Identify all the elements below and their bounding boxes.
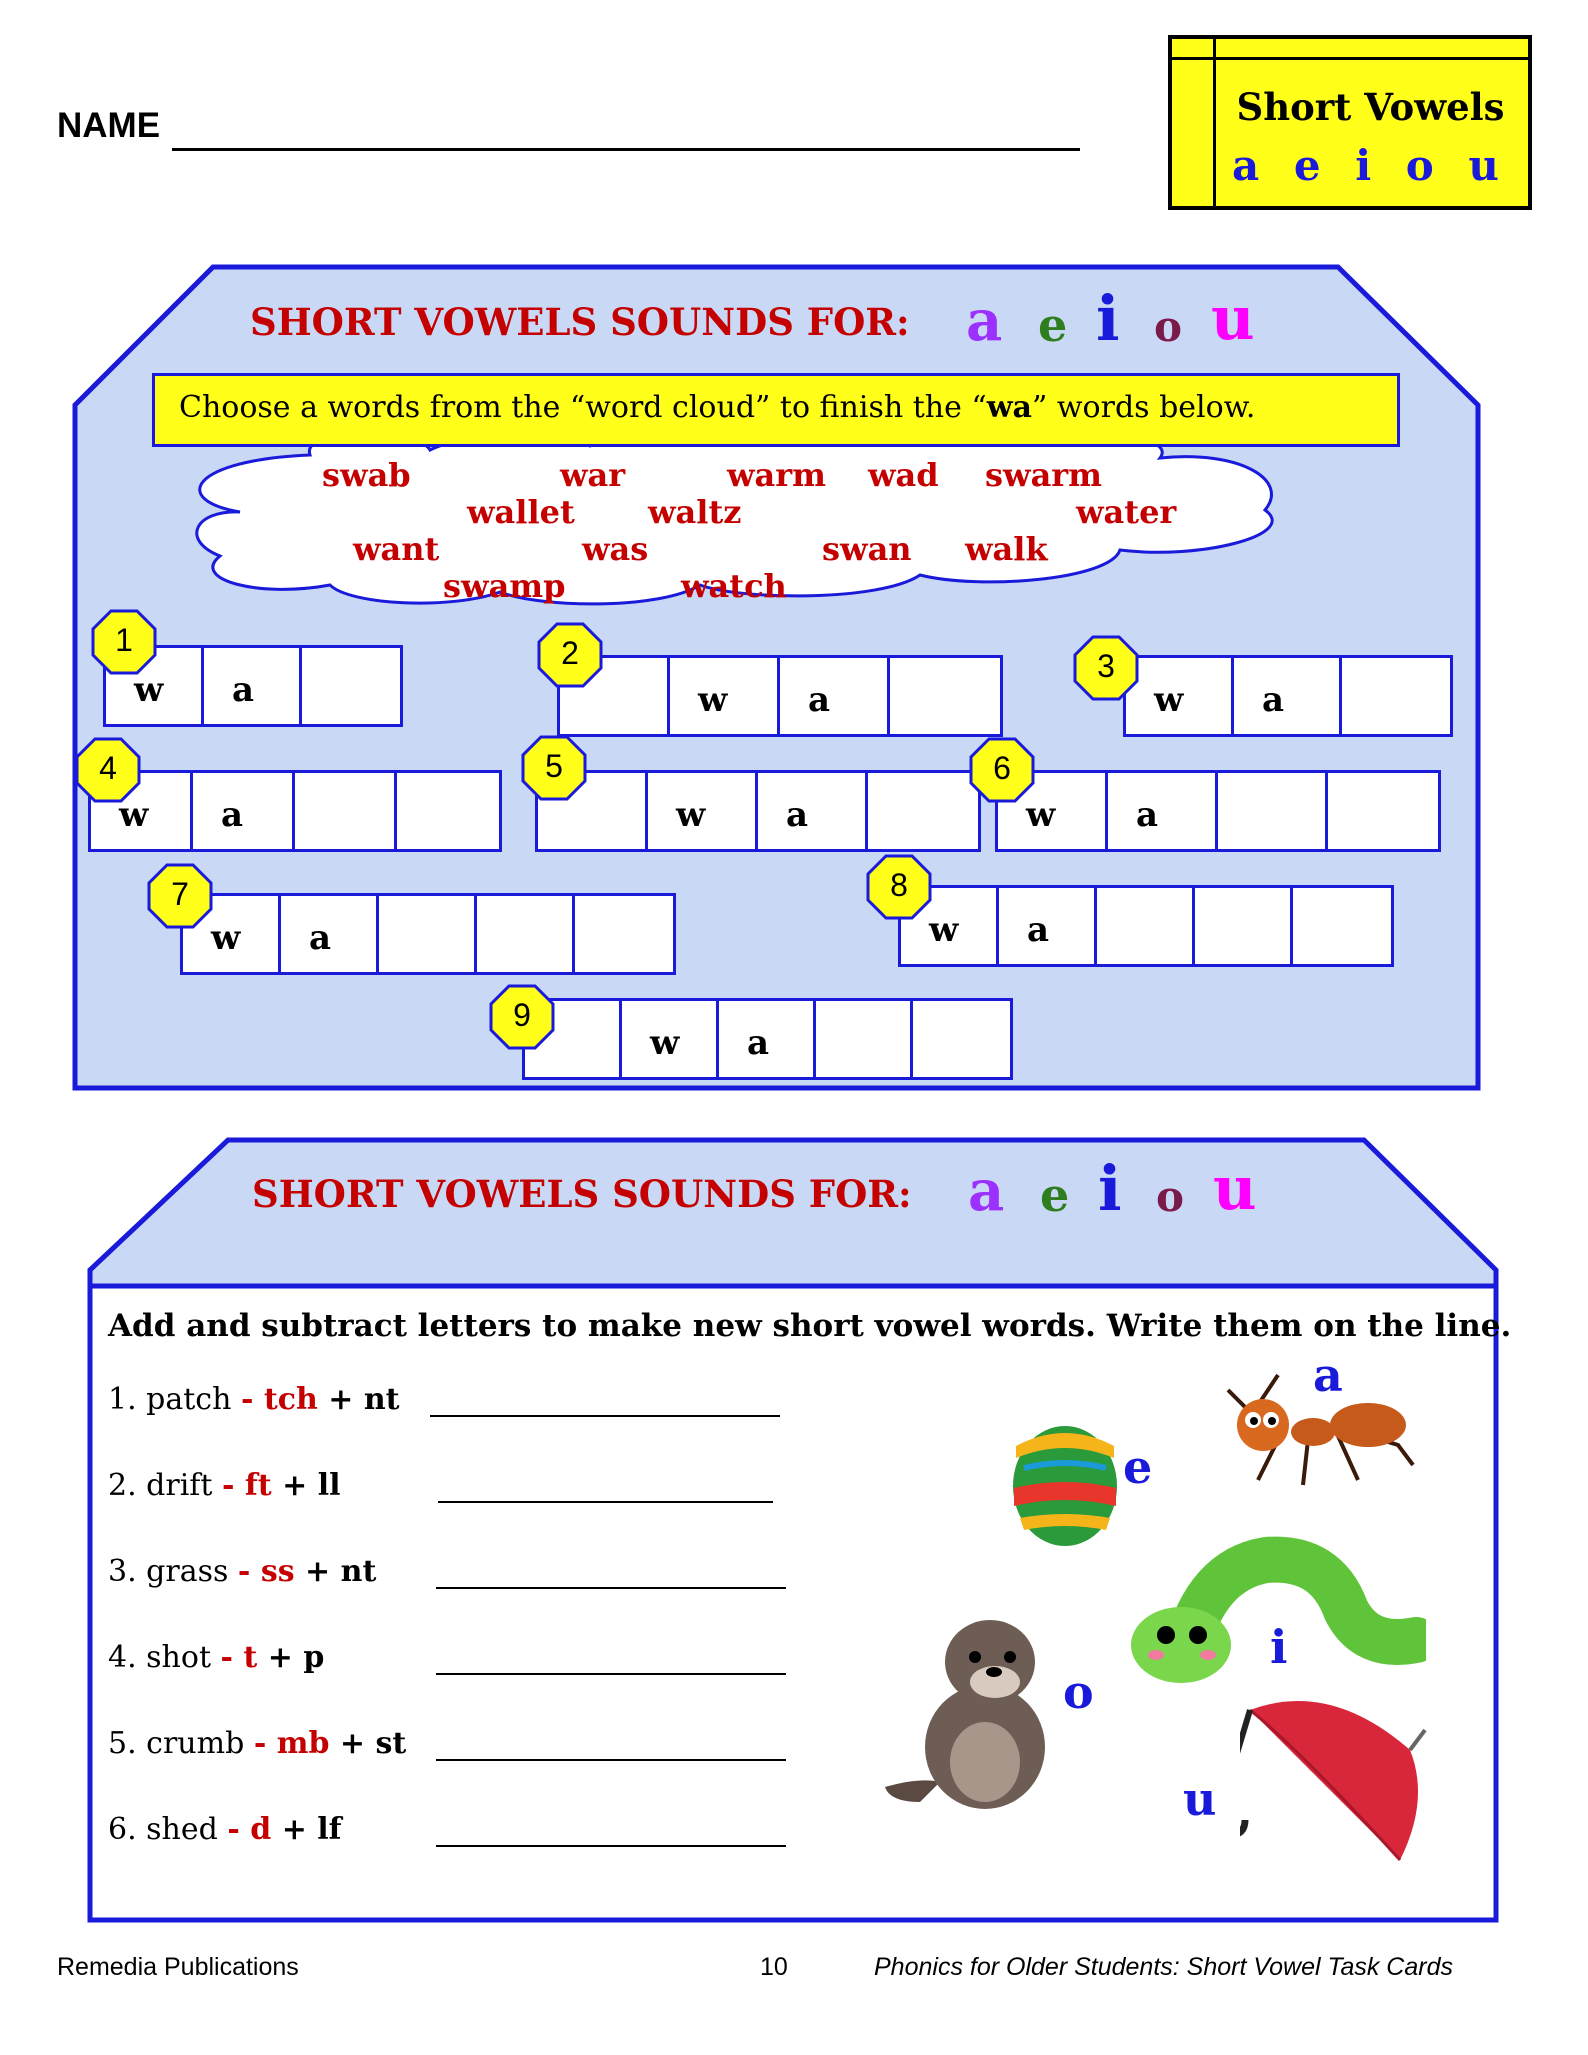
vowel-u-label: u	[1183, 1772, 1217, 1826]
badge-number: 2	[561, 635, 579, 671]
badge-number: 4	[99, 750, 117, 786]
badge-number: 8	[890, 867, 908, 903]
word-puzzle-8	[898, 885, 1394, 967]
blank-cell[interactable]	[302, 648, 400, 724]
vowel-a-label: a	[1313, 1348, 1343, 1402]
word-puzzle-6	[995, 770, 1441, 852]
blank-cell[interactable]	[575, 896, 673, 972]
exercise-word: 2. drift	[108, 1468, 222, 1503]
vowel-a: a	[968, 1158, 1005, 1224]
cloud-word: water	[1076, 493, 1177, 531]
section1-title: SHORT VOWELS SOUNDS FOR:	[250, 300, 910, 344]
blank-cell[interactable]	[1195, 888, 1293, 964]
exercise-minus: - ft	[222, 1468, 283, 1503]
blank-cell[interactable]	[890, 658, 1000, 734]
number-badge	[91, 609, 157, 675]
exercise-word: 5. crumb	[108, 1726, 254, 1761]
blank-cell[interactable]	[816, 1001, 913, 1077]
cloud-word: was	[582, 530, 649, 568]
footer-publisher: Remedia Publications	[57, 1953, 299, 1981]
letter-cell: a	[780, 658, 890, 734]
vowel-i-label: i	[1270, 1620, 1288, 1674]
cloud-word: swan	[822, 530, 912, 568]
exercise-row	[108, 1726, 406, 1761]
instruction-text-pre: Choose a words from the “word cloud” to finish the “	[179, 390, 987, 425]
word-puzzle-5	[535, 770, 981, 852]
letter-cell: w	[91, 773, 193, 849]
vowel-e: e	[1040, 1168, 1070, 1222]
letter-cell: w	[183, 896, 281, 972]
section1-instruction	[152, 373, 1400, 447]
word-puzzle-9	[522, 998, 1013, 1080]
cloud-word: wad	[868, 456, 939, 494]
number-badge	[147, 863, 213, 929]
tag-rule-horizontal	[1172, 57, 1528, 60]
letter-cell: a	[719, 1001, 816, 1077]
vowel-o: o	[1156, 1172, 1185, 1221]
instruction-text-post: ” words below.	[1032, 390, 1256, 425]
badge-number: 1	[115, 622, 133, 658]
easter-egg-icon	[1010, 1418, 1120, 1548]
blank-cell[interactable]	[1293, 888, 1391, 964]
number-badge	[1073, 635, 1139, 701]
vowel-u: u	[1211, 284, 1255, 354]
number-badge	[489, 984, 555, 1050]
answer-line[interactable]	[436, 1759, 786, 1761]
vowel-a: a	[966, 288, 1003, 354]
vowel-e: e	[1038, 298, 1068, 352]
blank-cell[interactable]	[477, 896, 575, 972]
word-puzzle-7	[180, 893, 676, 975]
exercise-plus: + nt	[305, 1554, 377, 1589]
cloud-word: swarm	[985, 456, 1103, 494]
cloud-word: walk	[965, 530, 1048, 568]
cloud-word: waltz	[648, 493, 742, 531]
blank-cell[interactable]	[1218, 773, 1328, 849]
exercise-plus: + ll	[282, 1468, 341, 1503]
exercise-word: 3. grass	[108, 1554, 238, 1589]
blank-cell[interactable]	[295, 773, 397, 849]
letter-cell: w	[670, 658, 780, 734]
badge-number: 7	[171, 876, 189, 912]
exercise-row	[108, 1812, 342, 1847]
blank-cell[interactable]	[1328, 773, 1438, 849]
vowel-e-label: e	[1123, 1440, 1153, 1494]
letter-cell: a	[281, 896, 379, 972]
section2-instruction: Add and subtract letters to make new short vowel words. Write them on the line.	[108, 1308, 1512, 1344]
instruction-text-bold: wa	[986, 390, 1032, 425]
letter-cell: a	[999, 888, 1097, 964]
exercise-row	[108, 1554, 376, 1589]
number-badge	[521, 735, 587, 801]
word-puzzle-2	[557, 655, 1003, 737]
exercise-minus: - d	[227, 1812, 282, 1847]
answer-line[interactable]	[436, 1673, 786, 1675]
answer-line[interactable]	[438, 1501, 773, 1503]
exercise-word: 4. shot	[108, 1640, 221, 1675]
tag-vowels: a e i o u	[1232, 141, 1509, 190]
vowel-i: i	[1098, 1152, 1122, 1225]
section2-title: SHORT VOWELS SOUNDS FOR:	[252, 1172, 912, 1216]
blank-cell[interactable]	[1342, 658, 1450, 734]
exercise-plus: + p	[267, 1640, 325, 1675]
exercise-plus: + nt	[328, 1382, 400, 1417]
word-puzzle-3	[1123, 655, 1453, 737]
number-badge	[537, 622, 603, 688]
letter-cell: w	[1126, 658, 1234, 734]
exercise-plus: + lf	[281, 1812, 342, 1847]
otter-icon	[880, 1602, 1060, 1812]
name-label: NAME	[57, 106, 161, 145]
cloud-word: wallet	[467, 493, 575, 531]
exercise-minus: - tch	[240, 1382, 329, 1417]
badge-number: 6	[993, 750, 1011, 786]
exercise-row	[108, 1468, 340, 1503]
letter-cell: a	[758, 773, 868, 849]
number-badge	[866, 854, 932, 920]
badge-number: 3	[1097, 648, 1115, 684]
blank-cell[interactable]	[379, 896, 477, 972]
badge-number: 9	[513, 997, 531, 1033]
letter-cell: a	[193, 773, 295, 849]
word-puzzle-4	[88, 770, 502, 852]
topic-tag	[1168, 35, 1532, 210]
cloud-word: warm	[727, 456, 826, 494]
exercise-minus: - mb	[253, 1726, 340, 1761]
cloud-word: watch	[681, 567, 787, 605]
letter-cell: w	[998, 773, 1108, 849]
letter-cell: a	[1234, 658, 1342, 734]
number-badge	[75, 737, 141, 803]
blank-cell[interactable]	[1097, 888, 1195, 964]
badge-number: 5	[545, 748, 563, 784]
answer-line[interactable]	[436, 1845, 786, 1847]
exercise-word: 6. shed	[108, 1812, 228, 1847]
letter-cell: a	[204, 648, 302, 724]
letter-cell: w	[648, 773, 758, 849]
cloud-word: want	[353, 530, 440, 568]
vowel-u: u	[1213, 1154, 1257, 1224]
footer-book-title: Phonics for Older Students: Short Vowel Task Cards	[874, 1953, 1453, 1981]
vowel-o: o	[1154, 302, 1183, 351]
cloud-word: war	[560, 456, 626, 494]
name-input-line[interactable]	[172, 148, 1080, 151]
letter-cell: w	[901, 888, 999, 964]
vowel-o-label: o	[1063, 1665, 1094, 1719]
number-badge	[969, 737, 1035, 803]
blank-cell[interactable]	[868, 773, 978, 849]
footer-page-number: 10	[760, 1953, 788, 1981]
letter-cell: w	[622, 1001, 719, 1077]
exercise-plus: + st	[339, 1726, 407, 1761]
vowel-i: i	[1096, 282, 1120, 355]
letter-cell: w	[106, 648, 204, 724]
exercise-minus: - ss	[237, 1554, 306, 1589]
answer-line[interactable]	[430, 1415, 780, 1417]
umbrella-icon	[1240, 1690, 1450, 1870]
cloud-word: swab	[322, 456, 411, 494]
tag-title: Short Vowels	[1236, 85, 1505, 129]
blank-cell[interactable]	[397, 773, 499, 849]
letter-cell: a	[1108, 773, 1218, 849]
answer-line[interactable]	[436, 1587, 786, 1589]
exercise-minus: - t	[220, 1640, 268, 1675]
exercise-word: 1. patch	[108, 1382, 241, 1417]
cloud-word: swamp	[443, 567, 566, 605]
exercise-row	[108, 1640, 324, 1675]
exercise-row	[108, 1382, 400, 1417]
blank-cell[interactable]	[913, 1001, 1010, 1077]
